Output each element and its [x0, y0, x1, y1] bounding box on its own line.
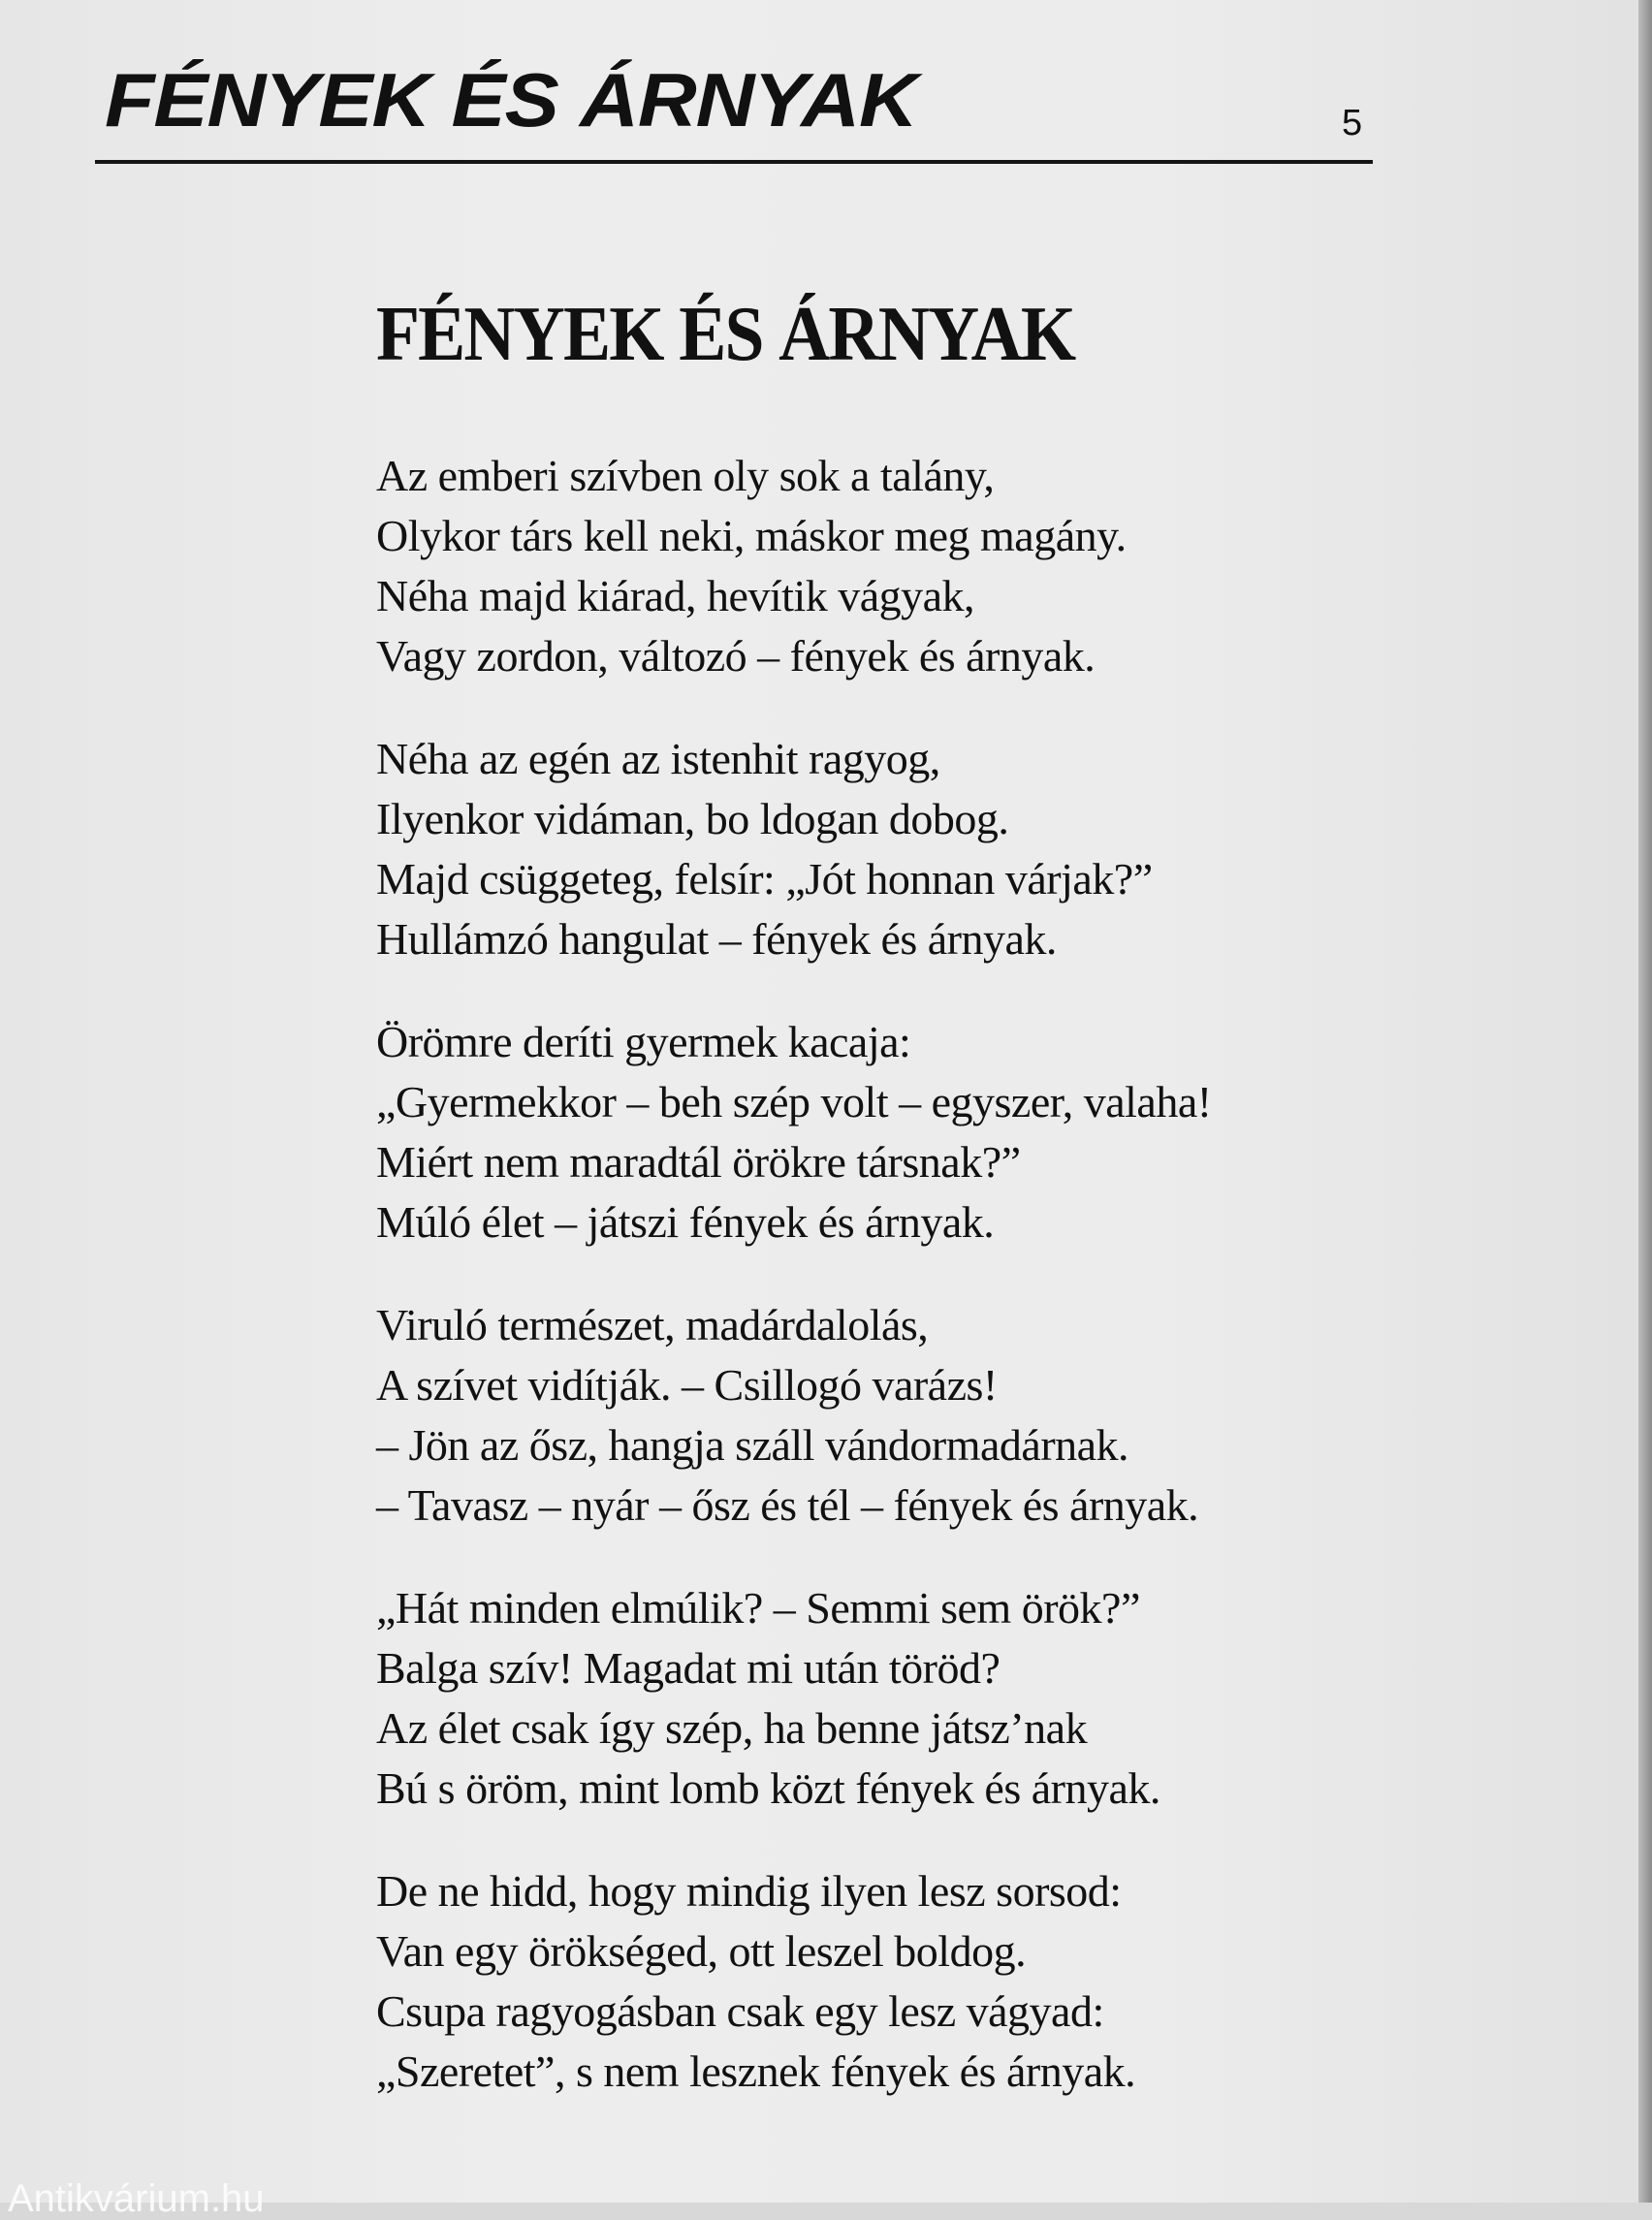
- poem-line: „Hát minden elmúlik? – Semmi sem örök?”: [376, 1583, 1140, 1633]
- poem-line: Múló élet – játszi fények és árnyak.: [376, 1197, 995, 1247]
- poem-line: Néha az egén az istenhit ragyog,: [376, 734, 940, 783]
- poem-line: Vagy zordon, változó – fények és árnyak.: [376, 631, 1096, 681]
- poem-body: [376, 446, 1212, 2144]
- poem-line: Az élet csak így szép, ha benne játsz’nak: [376, 1703, 1088, 1753]
- page-edge: [1638, 0, 1652, 2203]
- poem-line: A szívet vidítják. – Csillogó varázs!: [376, 1360, 998, 1410]
- poem-line: Ilyenkor vidáman, bo ldogan dobog.: [376, 794, 1009, 843]
- poem-line: De ne hidd, hogy mindig ilyen lesz sorsod:: [376, 1866, 1122, 1916]
- poem-line: Miért nem maradtál örökre társnak?”: [376, 1137, 1021, 1187]
- stanza: [376, 446, 1212, 686]
- header-rule: [95, 160, 1373, 164]
- poem-line: Bú s öröm, mint lomb közt fények és árnyak.: [376, 1763, 1160, 1813]
- poem-line: Majd csüggeteg, felsír: „Jót honnan várjak?”: [376, 854, 1153, 904]
- poem-line: – Tavasz – nyár – ősz és tél – fények és árnyak.: [376, 1480, 1199, 1530]
- poem-line: „Gyermekkor – beh szép volt – egyszer, valaha!: [376, 1077, 1212, 1126]
- stanza: [376, 1861, 1212, 2102]
- stanza: [376, 1012, 1212, 1253]
- stanza: [376, 1295, 1212, 1536]
- poem-line: Örömre deríti gyermek kacaja:: [376, 1017, 911, 1066]
- poem-line: Az emberi szívben oly sok a talány,: [376, 451, 995, 500]
- poem-line: Van egy örökséged, ott leszel boldog.: [376, 1926, 1027, 1976]
- running-title: FÉNYEK ÉS ÁRNYAK: [105, 57, 917, 143]
- poem-line: Hullámzó hangulat – fények és árnyak.: [376, 914, 1057, 964]
- page-number: 5: [1342, 103, 1363, 143]
- poem-line: Olykor társ kell neki, máskor meg magány.: [376, 511, 1127, 560]
- poem-title: FÉNYEK ÉS ÁRNYAK: [376, 292, 1075, 377]
- poem-line: „Szeretet”, s nem lesznek fények és árnyak.: [376, 2046, 1136, 2096]
- poem-line: Néha majd kiárad, hevítik vágyak,: [376, 571, 975, 620]
- stanza: [376, 729, 1212, 969]
- poem-line: Balga szív! Magadat mi után töröd?: [376, 1643, 1001, 1693]
- poem-line: – Jön az ősz, hangja száll vándormadárnak.: [376, 1420, 1129, 1470]
- poem-line: Viruló természet, madárdalolás,: [376, 1300, 929, 1349]
- watermark-text: Antikvárium.hu: [8, 2177, 265, 2220]
- poem-line: Csupa ragyogásban csak egy lesz vágyad:: [376, 1986, 1104, 2036]
- stanza: [376, 1578, 1212, 1819]
